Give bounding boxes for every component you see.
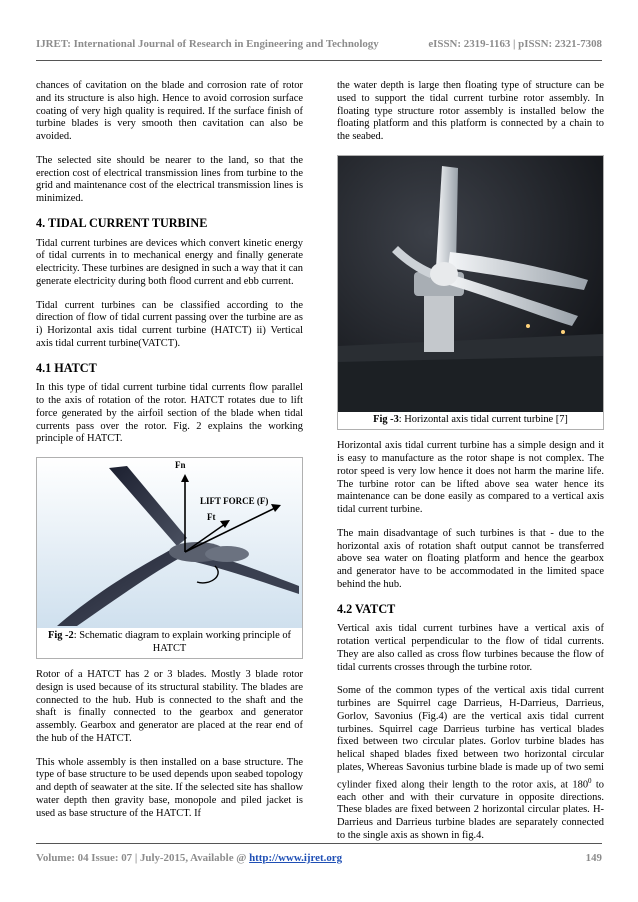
running-footer <box>36 852 602 864</box>
paragraph: Horizontal axis tidal current turbine has a simple design and it is easy to manufacture as the rotor shape is not complex. The rotor speed is very low hence it does not harm the marine life. The turbine rotor can be lifted above sea water hence its maintenance can be done easily as compared to a vertical axis tidal current turbine. <box>337 440 604 515</box>
sea <box>338 356 603 412</box>
paragraph: The selected site should be nearer to the land, so that the erection cost of electrical transmission lines from turbine to the grid and maintenance cost of the electrical transmission lines is minimized. <box>36 154 303 204</box>
hub <box>430 262 458 286</box>
paragraph: The main disadvantage of such turbines is that - due to the horizontal axis of rotation shaft output cannot be transferred above sea water on floating platform and hence the gearbox and generator have to be accommodated in the limited space behind the hub. <box>337 527 604 590</box>
subsection-heading: 4.2 VATCT <box>337 601 396 616</box>
figure-3-caption <box>338 412 603 430</box>
text-part: to each other and with their curvature in opposite directions. These blades are fixed between 2 horizontal circular plates. H-Darrieus and Darrieus turbine blades are separately connected to the single axis as shown in fig.4. <box>337 778 604 841</box>
hatct-schematic-diagram <box>37 458 302 628</box>
lift-force-label: LIFT FORCE (F) <box>200 496 269 506</box>
right-column <box>337 80 604 854</box>
paragraph: In this type of tidal current turbine tidal currents flow parallel to the axis of rotation of the rotor. HATCT rotates due to lift force generated by the airfoil section of the blade when tidal currents pass over the rotor. Fig. 2 explains the working principle of HATCT. <box>36 382 303 445</box>
paragraph: This whole assembly is then installed on a base structure. The type of base structure to be used depends upon seabed topology and depth of seawater at the site. If the selected site has shallow water depth then gravity base, monopole and piled jacket is used as base structure of the HATCT. If <box>36 756 303 819</box>
section-heading: 4. TIDAL CURRENT TURBINE <box>36 215 208 230</box>
paragraph <box>337 685 604 842</box>
figure-2 <box>36 457 303 659</box>
nacelle <box>205 546 249 562</box>
paragraph: Rotor of a HATCT has 2 or 3 blades. Mostly 3 blade rotor design is used because of its structural stability. The blades are connected to the hub. Hub is connected to the shaft and the shaft is finally connected to the gearbox and generator assembly. Gearbox and generator are placed at the rear end of the hub of the HATCT. <box>36 669 303 744</box>
shore-light <box>561 330 565 334</box>
tidal-turbine-photo <box>338 156 603 412</box>
running-header <box>36 38 602 50</box>
figure-2-caption <box>37 628 302 658</box>
figure-3 <box>337 155 604 431</box>
figure-label: Fig -3 <box>373 413 399 425</box>
paragraph: chances of cavitation on the blade and corrosion rate of rotor and its structure is also high. Hence to avoid corrosion surface coating of very high quality is required. If the surface finish of turbine blades is very smooth then cavitation can also be avoided. <box>36 80 303 142</box>
caption-text: : Horizontal axis tidal current turbine [7] <box>398 413 568 425</box>
fn-label: Fn <box>175 460 186 470</box>
shore-light <box>526 324 530 328</box>
paragraph: Vertical axis tidal current turbines have a vertical axis of rotation vertical perpendicular to the flow of tidal currents. They are also called as cross flow turbines because the flow of tidal currents crosses through the turbine rotor. <box>337 623 604 673</box>
journal-link[interactable]: http://www.ijret.org <box>249 852 343 864</box>
paragraph: the water depth is large then floating type of structure can be used to support the tidal current turbine rotor assembly. In floating type structure rotor assembly is installed below the floating platform and this platform is connected by a chain to the seabed. <box>337 80 604 142</box>
volume-info <box>36 852 342 864</box>
volume-text: Volume: 04 Issue: 07 | July-2015, Available @ <box>36 852 250 864</box>
figure-label: Fig -2 <box>48 630 74 641</box>
header-rule <box>36 60 602 61</box>
text-part: Some of the common types of the vertical axis tidal current turbines are Squirrel cage Darrieus, H-Darrieus, Darrieus, Gorlov, Savonius (Fig.4) are the vertical axis tidal current turbines. Squirrel cage Darrieus turbine has vertical blades fixed between two circular plates. Gorlov turbine blades has helical shaped blades fixed between two horizontal circular plates, Whereas Savonius turbine blade is made up of two semi cylinder fixed along their length to the rotor axis, at 180 <box>337 685 604 790</box>
caption-text: : Schematic diagram to explain working principle of HATCT <box>73 630 291 654</box>
journal-title: IJRET: International Journal of Research in Engineering and Technology <box>36 38 379 50</box>
subsection-heading: 4.1 HATCT <box>36 360 97 375</box>
ft-label: Ft <box>207 512 216 522</box>
tower <box>424 290 454 352</box>
left-column <box>36 80 303 831</box>
paragraph: Tidal current turbines are devices which convert kinetic energy of tidal currents in to mechanical energy and finally generate electricity. These turbines are designed in such a way that it can generate electricity during both flood current and ebb current. <box>36 237 303 287</box>
paragraph: Tidal current turbines can be classified according to the direction of flow of tidal current passing over the turbine are as i) Horizontal axis tidal current turbine (HATCT) ii) Vertical axis tidal current turbine(VATCT). <box>36 299 303 349</box>
issn: eISSN: 2319-1163 | pISSN: 2321-7308 <box>428 38 602 50</box>
footer-rule <box>36 843 602 844</box>
superscript: 0 <box>588 776 592 785</box>
page-number: 149 <box>585 852 602 864</box>
